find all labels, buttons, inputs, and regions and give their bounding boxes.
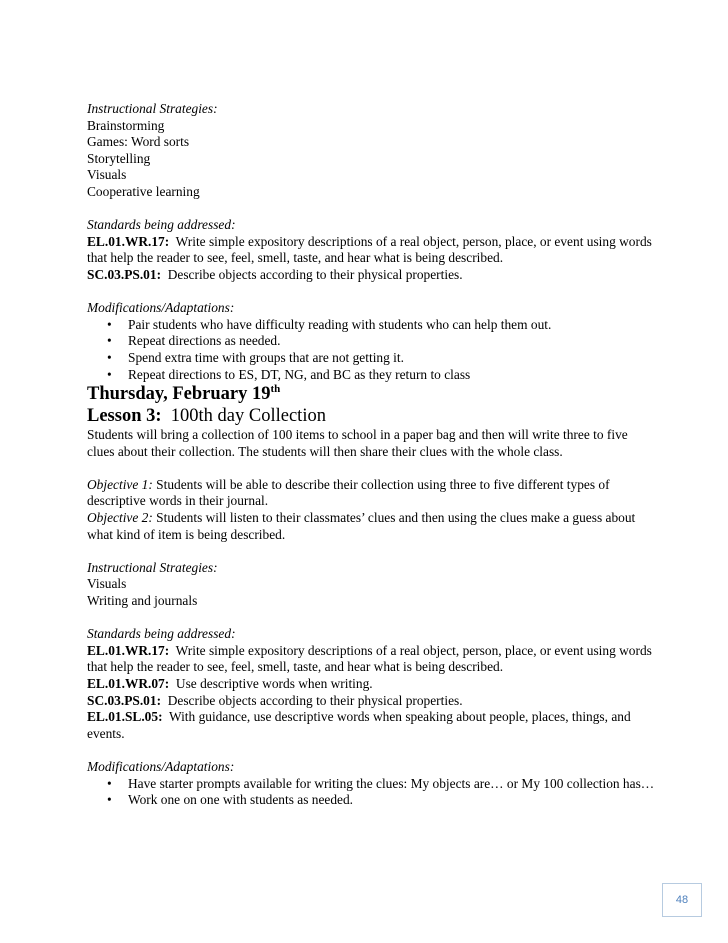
lesson-title: 100th day Collection — [161, 406, 326, 427]
strategies-heading: Instructional Strategies: — [87, 101, 218, 116]
standard-text: Write simple expository descriptions of a real object, person, place, or event using words that help the reader to see, feel, smell, taste, and hear what is being described. — [87, 233, 656, 266]
standard-code: SC.03.PS.01: — [87, 692, 162, 708]
standard-text: Describe objects according to their physical properties. — [161, 266, 463, 282]
standards-heading: Standards being addressed: — [87, 626, 236, 642]
strategy-item: Games: Word sorts — [87, 134, 190, 150]
day-heading-suffix: th — [270, 383, 281, 396]
standard-code: EL.01.WR.17: — [87, 233, 170, 249]
standard-item — [87, 267, 657, 284]
standard-text: Describe objects according to their physical properties. — [161, 692, 463, 708]
day-heading-text: Thursday, February 19 — [87, 384, 271, 405]
standard-item — [87, 643, 657, 676]
strategy-item: Cooperative learning — [87, 183, 200, 199]
strategy-item: Storytelling — [87, 150, 151, 166]
strategy-item: Visuals — [87, 167, 127, 183]
objective-item — [87, 477, 657, 510]
list-item: • Pair students who have difficulty reading with students who can help them out. — [87, 317, 657, 334]
modifications-heading: Modifications/Adaptations: — [87, 758, 235, 774]
standard-item — [87, 234, 657, 267]
objective-text: Students will listen to their classmates’ clues and then using the clues make a guess about what kind of item is being described. — [87, 510, 639, 542]
modifications-list — [87, 776, 657, 809]
standard-item — [87, 693, 657, 710]
standards-heading: Standards being addressed: — [87, 217, 236, 233]
lesson-label: Lesson 3: — [87, 406, 162, 427]
objective-label: Objective 1: — [87, 476, 153, 492]
page-number: 48 — [662, 883, 702, 917]
list-item: • Work one on one with students as needed. — [87, 792, 657, 809]
standard-code: EL.01.WR.07: — [87, 676, 170, 691]
list-item: • Have starter prompts available for writing the clues: My objects are… or My 100 collection has… — [87, 776, 657, 793]
strategies-heading: Instructional Strategies: — [87, 559, 218, 575]
modifications-heading: Modifications/Adaptations: — [87, 300, 235, 316]
standard-text: With guidance, use descriptive words when speaking about people, places, things, and events. — [87, 709, 635, 741]
list-item: • Repeat directions as needed. — [87, 333, 657, 350]
objective-label: Objective 2: — [87, 510, 153, 526]
objective-text: Students will be able to describe their collection using three to five different types of descriptive words in their journal. — [87, 476, 613, 509]
standard-code: EL.01.SL.05: — [87, 709, 163, 725]
list-item: • Repeat directions to ES, DT, NG, and BC as they return to class — [87, 367, 657, 384]
strategy-item: Brainstorming — [87, 117, 165, 133]
modifications-list — [87, 317, 657, 383]
document-page — [87, 101, 657, 809]
lesson-heading — [87, 405, 657, 427]
standard-text: Use descriptive words when writing. — [169, 676, 373, 691]
standard-code: EL.01.WR.17: — [87, 642, 170, 658]
lesson-intro: Students will bring a collection of 100 items to school in a paper bag and then will write three to five clues about their collection. The students will then share their clues with the whole class. — [87, 427, 628, 459]
standard-text: Write simple expository descriptions of a real object, person, place, or event using words that help the reader to see, feel, smell, taste, and hear what is being described. — [87, 642, 656, 675]
strategy-item: Visuals — [87, 576, 127, 592]
standard-code: SC.03.PS.01: — [87, 266, 162, 282]
standard-item — [87, 709, 657, 742]
objective-item — [87, 510, 657, 543]
day-heading — [87, 383, 657, 405]
list-item: • Spend extra time with groups that are not getting it. — [87, 350, 657, 367]
standard-item — [87, 676, 657, 693]
strategy-item: Writing and journals — [87, 593, 198, 609]
